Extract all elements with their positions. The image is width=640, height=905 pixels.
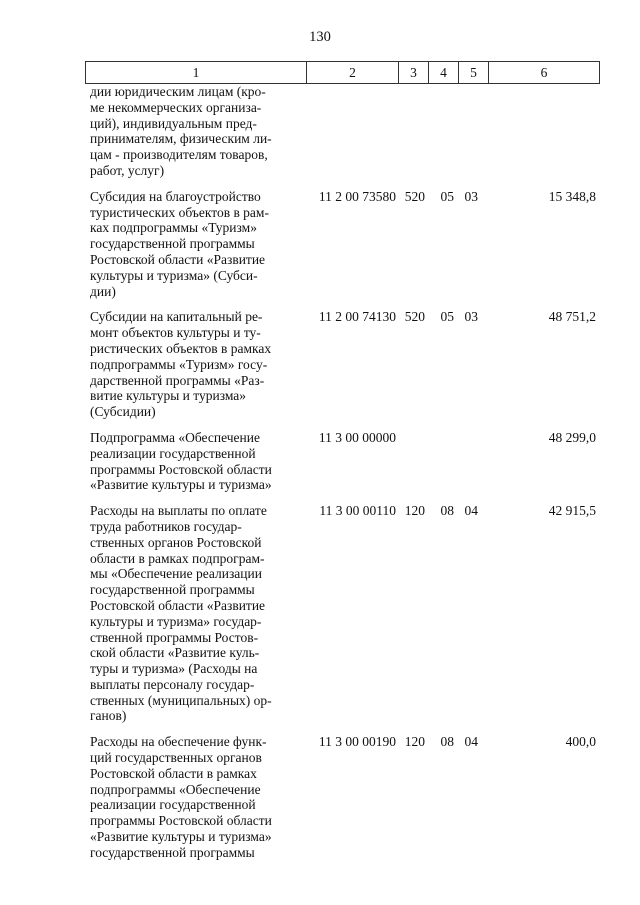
description-line: подпрограммы «Обеспечение <box>90 781 261 797</box>
subsection-code: 03 <box>464 188 478 204</box>
column-header-6: 6 <box>540 65 548 80</box>
table-row <box>85 309 598 420</box>
table-row <box>85 430 598 493</box>
target-article-code: 11 2 00 73580 <box>318 188 396 204</box>
description-line: подпрограммы «Туризм» госу- <box>90 356 268 372</box>
row-description <box>85 430 300 493</box>
target-article-code: 11 2 00 74130 <box>318 309 396 325</box>
description-line: реализации государственной <box>90 797 256 813</box>
description-line: туры и туризма» (Расходы на <box>90 661 258 677</box>
description-line: государственной программы <box>90 844 255 860</box>
target-article-code: 11 3 00 00190 <box>318 734 396 750</box>
description-line: дии юридическим лицам (кро- <box>90 84 266 99</box>
description-line: ганов) <box>90 708 127 724</box>
description-line: принимателям, физическим ли- <box>90 131 272 147</box>
description-line: программы Ростовской области <box>90 461 272 477</box>
description-line: дии) <box>90 283 116 299</box>
table-row <box>85 734 598 860</box>
row-description <box>85 309 300 420</box>
description-line: ций государственных органов <box>90 750 262 766</box>
subsection-code: 04 <box>464 734 478 750</box>
expense-type: 520 <box>404 188 425 204</box>
description-line: Расходы на выплаты по оплате <box>90 503 267 519</box>
description-line: «Развитие культуры и туризма» <box>90 829 272 845</box>
description-line: Подпрограмма «Обеспечение <box>90 429 260 445</box>
description-line: ственных (муниципальных) ор- <box>90 692 272 708</box>
target-article-code: 11 3 00 00110 <box>319 503 396 519</box>
column-header-1: 1 <box>86 62 307 83</box>
description-line: мы «Обеспечение реализации <box>90 566 262 582</box>
description-line: реализации государственной <box>90 445 256 461</box>
description-line: туристических объектов в рам- <box>90 204 269 220</box>
description-line: цам - производителям товаров, <box>90 147 268 163</box>
description-line: Субсидия на благоустройство <box>90 188 261 204</box>
amount: 48 299,0 <box>548 429 596 445</box>
description-line: выплаты персоналу государ- <box>90 676 255 692</box>
section-code: 05 <box>440 309 454 325</box>
column-header-5: 5 <box>459 62 489 83</box>
description-line: труда работников государ- <box>90 518 242 534</box>
amount: 48 751,2 <box>548 309 596 325</box>
subsection-code: 04 <box>464 503 478 519</box>
description-line: ме некоммерческих организа- <box>90 99 262 115</box>
description-line: работ, услуг) <box>90 162 165 178</box>
page-number: 130 <box>309 29 331 45</box>
target-article-code: 11 3 00 00000 <box>318 429 396 445</box>
description-line: (Субсидии) <box>90 404 156 420</box>
row-description <box>85 503 300 724</box>
expense-type: 120 <box>404 503 425 519</box>
description-line: дарственной программы «Раз- <box>90 372 265 388</box>
table-header <box>85 61 600 84</box>
column-header-3: 3 <box>399 62 429 83</box>
row-description <box>85 734 300 860</box>
table-body <box>85 84 598 871</box>
table-row <box>85 503 598 724</box>
description-line: витие культуры и туризма» <box>90 388 247 404</box>
description-line: монт объектов культуры и ту- <box>90 325 261 341</box>
description-line: области в рамках подпрограм- <box>90 550 265 566</box>
amount: 15 348,8 <box>548 188 596 204</box>
description-line: ристических объектов в рамках <box>90 340 272 356</box>
description-line: Ростовской области в рамках <box>90 765 257 781</box>
description-line: программы Ростовской области <box>90 813 272 829</box>
table-row <box>85 84 598 179</box>
description-line: Субсидии на капитальный ре- <box>90 309 263 325</box>
table-row <box>85 189 598 300</box>
description-line: государственной программы <box>90 582 255 598</box>
description-line: Ростовской области «Развитие <box>90 597 266 613</box>
column-header-4: 4 <box>429 62 459 83</box>
description-line: Ростовской области «Развитие <box>90 251 266 267</box>
description-line: «Развитие культуры и туризма» <box>90 477 272 493</box>
description-line: ций), индивидуальным пред- <box>90 115 257 131</box>
section-code: 05 <box>440 188 454 204</box>
amount: 400,0 <box>565 734 596 750</box>
description-line: ской области «Развитие куль- <box>90 645 260 661</box>
amount: 42 915,5 <box>548 503 596 519</box>
expense-type: 520 <box>404 309 425 325</box>
section-code: 08 <box>440 503 454 519</box>
subsection-code: 03 <box>464 309 478 325</box>
description-line: ственных органов Ростовской <box>90 534 262 550</box>
description-line: государственной программы <box>90 236 255 252</box>
description-line: культуры и туризма» (Субси- <box>90 267 258 283</box>
section-code: 08 <box>440 734 454 750</box>
description-line: ках подпрограммы «Туризм» <box>90 220 257 236</box>
row-description <box>85 189 300 300</box>
row-description <box>85 84 300 179</box>
description-line: культуры и туризма» государ- <box>90 613 262 629</box>
description-line: Расходы на обеспечение функ- <box>90 734 267 750</box>
column-header-2: 2 <box>307 62 399 83</box>
description-line: ственной программы Ростов- <box>90 629 259 645</box>
expense-type: 120 <box>404 734 425 750</box>
